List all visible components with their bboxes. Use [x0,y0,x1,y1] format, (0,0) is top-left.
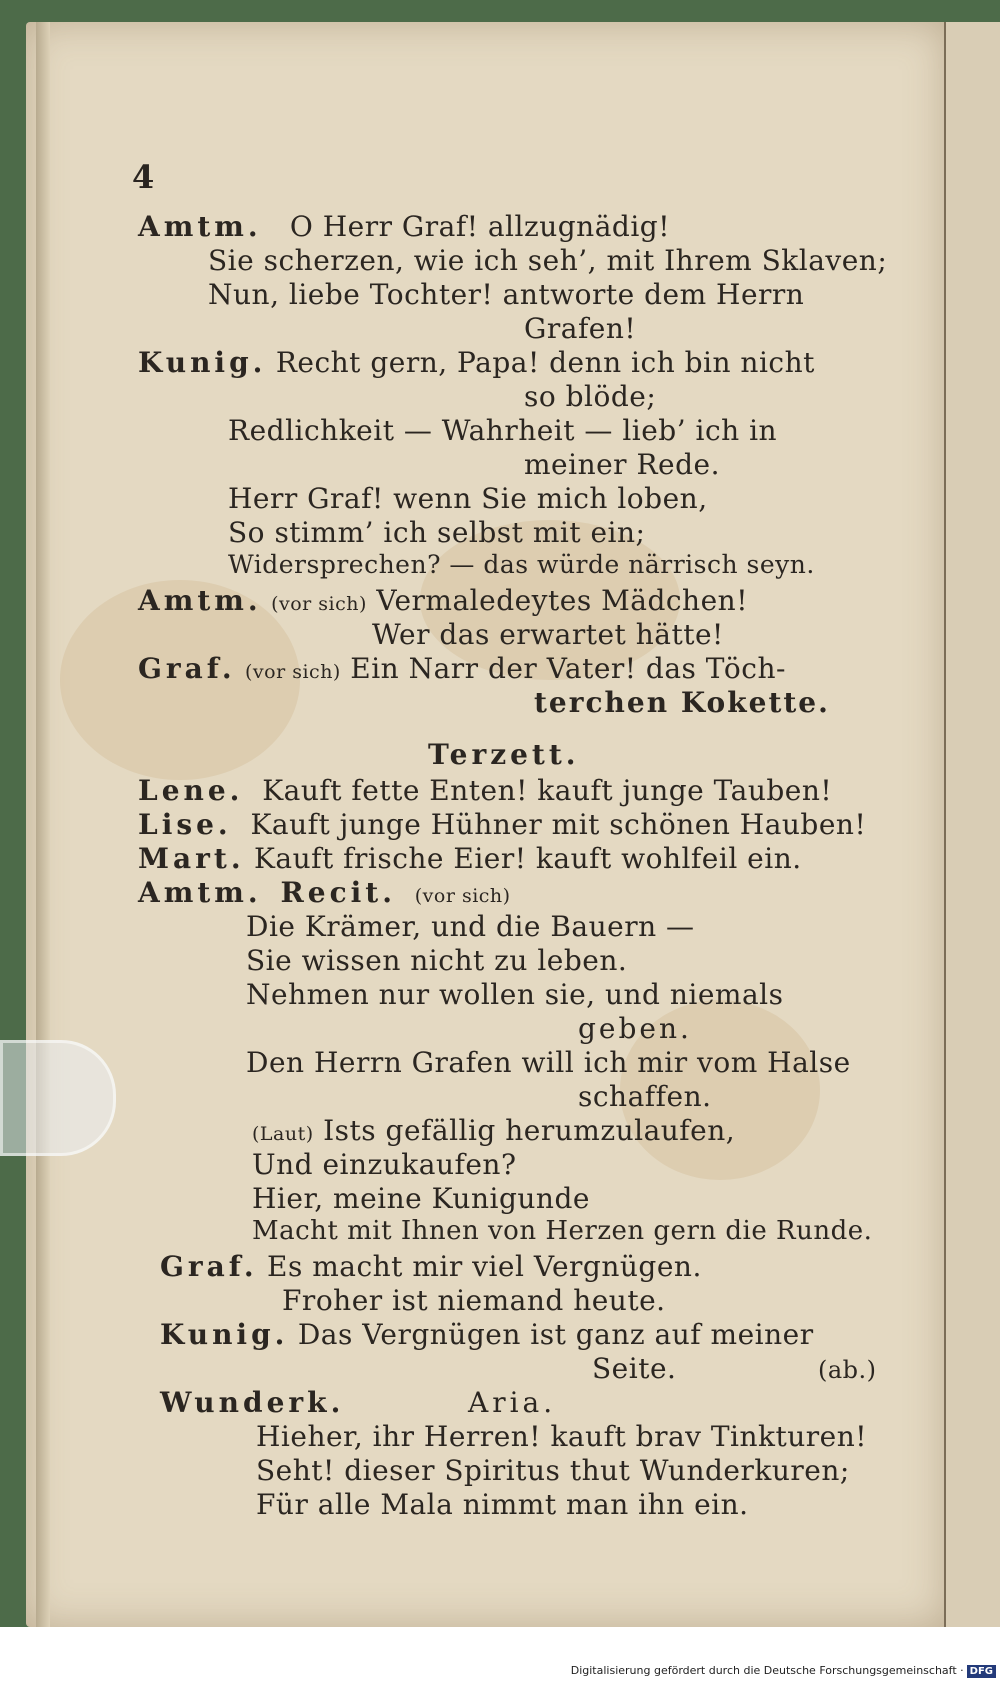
stage-direction: (vor sich) [414,885,511,907]
speaker: Graf. [138,652,236,685]
stage-direction: (Laut) [252,1123,314,1145]
text-line: Hieher, ihr Herren! kauft brav Tinkturen! [256,1420,868,1453]
speaker: Amtm. [138,210,262,243]
text-line: Grafen! [524,312,637,345]
text-line [160,1250,702,1283]
speaker: Lene. [138,774,244,807]
text-line: Sie scherzen, wie ich seh’, mit Ihrem Sklaven; [208,244,888,277]
text-line: Macht mit Ihnen von Herzen gern die Runde. [252,1216,873,1246]
text-line: schaffen. [578,1080,712,1113]
text-line: Hier, meine Kunigunde [252,1182,590,1215]
text-line [138,774,832,807]
stage-direction: (ab.) [818,1356,877,1384]
text-line: meiner Rede. [524,448,721,481]
text-line [138,842,802,875]
text-line [138,876,511,909]
text-line: So stimm’ ich selbst mit ein; [228,516,646,549]
line-text: Vermaledeytes Mädchen! [376,584,748,617]
section-heading: Terzett. [428,738,580,771]
section-heading: Aria. [468,1386,557,1419]
line-text: O Herr Graf! allzugnädig! [289,210,670,243]
line-text: Es macht mir viel Vergnügen. [267,1250,702,1283]
speaker: Kunig. [138,346,267,379]
speaker: Amtm. [138,584,262,617]
line-text: Recht gern, Papa! denn ich bin nicht [275,346,815,379]
text-line [160,1318,814,1351]
speaker: Graf. [160,1250,258,1283]
text-line [138,808,866,841]
text-line [138,652,786,685]
dfg-logo: DFG [967,1665,996,1678]
footer-credit [571,1664,996,1678]
text-line: terchen Kokette. [534,686,830,719]
stage-direction: (vor sich) [271,593,367,615]
page-number: 4 [132,158,155,196]
adjacent-page-edge [944,22,1000,1627]
speaker: Lise. [138,808,232,841]
line-text: Ein Narr der Vater! das Töch- [350,652,786,685]
line-text: Das Vergnügen ist ganz auf meiner [297,1318,814,1351]
line-text: Kauft frische Eier! kauft wohlfeil ein. [253,842,802,875]
speaker: Kunig. [160,1318,289,1351]
text-line: Und einzukaufen? [252,1148,517,1181]
text-line: Die Krämer, und die Bauern — [246,910,695,943]
text-line: Froher ist niemand heute. [282,1284,666,1317]
page-gutter [36,22,50,1627]
text-line: Widersprechen? — das würde närrisch seyn. [228,550,815,579]
speaker: Amtm. [138,876,262,909]
line-text: Recit. [280,876,396,909]
text-line: Für alle Mala nimmt man ihn ein. [256,1488,749,1521]
text-line: Nehmen nur wollen sie, und niemals [246,978,784,1011]
text-line [138,584,748,617]
stage-direction: (vor sich) [245,661,341,683]
text-line: geben. [578,1012,692,1045]
text-line: Nun, liebe Tochter! antworte dem Herrn [208,278,805,311]
text-line: Wer das erwartet hätte! [372,618,724,651]
line-text: Seite. [592,1352,677,1385]
text-line [160,1386,344,1419]
text-line: so blöde; [524,380,657,413]
line-text: Ists gefällig herumzulaufen, [323,1114,736,1147]
text-line [138,210,670,243]
text-line [138,346,815,379]
text-line: Herr Graf! wenn Sie mich loben, [228,482,708,515]
text-line [252,1114,735,1147]
page-clip [0,1040,116,1156]
text-line: Redlichkeit — Wahrheit — lieb’ ich in [228,414,778,447]
line-text: Kauft junge Hühner mit schönen Hauben! [250,808,867,841]
text-line: Den Herrn Grafen will ich mir vom Halse [246,1046,851,1079]
text-line [592,1352,676,1385]
speaker: Mart. [138,842,245,875]
speaker: Wunderk. [160,1386,345,1419]
text-line: Sie wissen nicht zu leben. [246,944,628,977]
line-text: Kauft fette Enten! kauft junge Tauben! [262,774,833,807]
footer-text: Digitalisierung gefördert durch die Deutsche Forschungsgemeinschaft · [570,1664,964,1677]
text-line: Seht! dieser Spiritus thut Wunderkuren; [256,1454,850,1487]
